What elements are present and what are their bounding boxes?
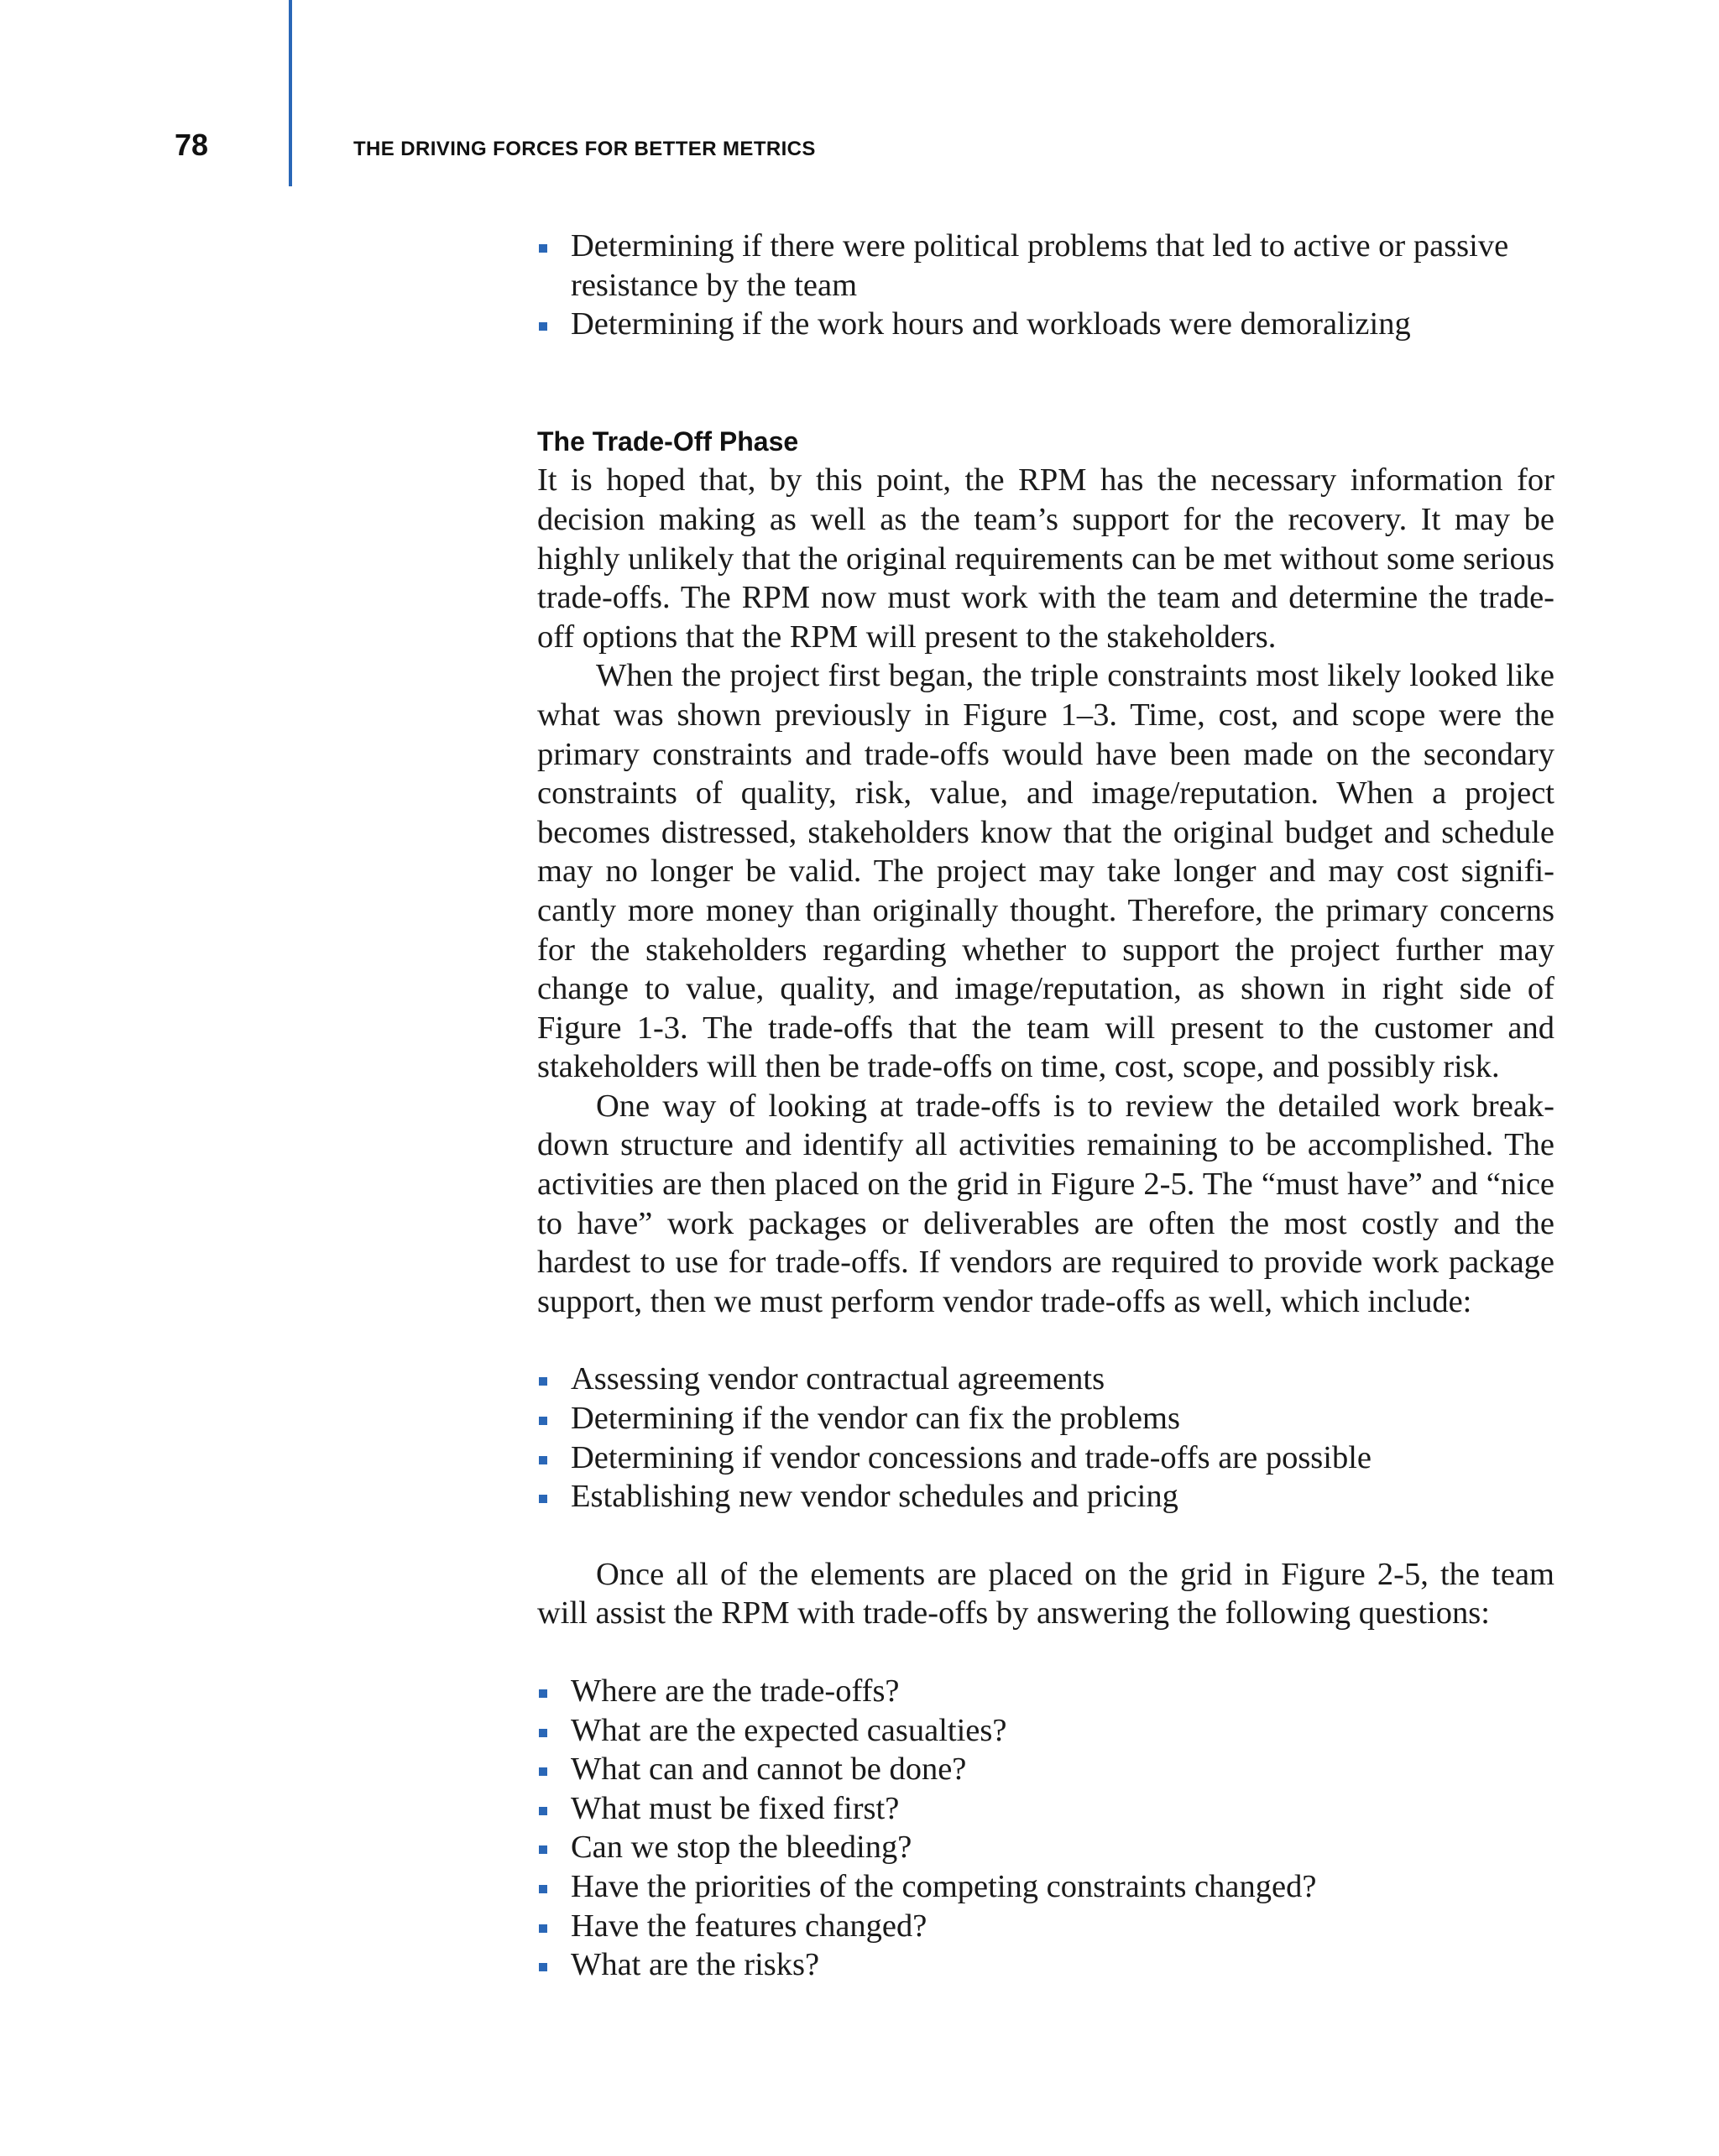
question-bullet-list [537, 1672, 1554, 1985]
vendor-bullet-list [537, 1360, 1554, 1516]
bullet-square-icon [539, 1377, 547, 1386]
list-item: Can we stop the bleeding? [537, 1828, 1554, 1867]
list-item: What must be fixed first? [537, 1789, 1554, 1829]
list-item: Where are the trade-offs? [537, 1672, 1554, 1711]
intro-bullet-list [537, 227, 1554, 344]
bullet-square-icon [539, 1689, 547, 1698]
list-item: Determining if vendor concessions and trade-offs are possible [537, 1438, 1554, 1478]
header-vertical-rule [289, 0, 292, 186]
paragraph: Once all of the elements are placed on the grid in Figure 2-5, the team will assist the RPM with trade-offs by answering the following questions: [537, 1556, 1554, 1631]
bullet-square-icon [539, 244, 547, 253]
list-item: Determining if there were political problems that led to active or passive resistance by the team [537, 227, 1554, 305]
paragraph: When the project first began, the triple constraints most likely looked like what was shown previously in Figure 1–3. Time, cost, and scope were the primary constraints and trade-offs would have been made on the secondary constraints of quality, risk, value, and image/reputation. When a project becomes distressed, stakeholders know that the original budget and schedule may no longer be valid. The project may take longer and may cost significantly more money than originally thought. Therefore, the primary concerns for the stakeholders regarding whether to support the project further may change to value, quality, and image/reputation, as shown in right side of Figure 1-3. The trade-offs that the team will present to the customer and stakeholders will then be trade-offs on time, cost, scope, and possibly risk. [537, 658, 1554, 1085]
bullet-square-icon [539, 1456, 547, 1464]
bullet-square-icon [539, 1845, 547, 1854]
bullet-square-icon [539, 1767, 547, 1776]
bullet-square-icon [539, 1729, 547, 1737]
paragraph: It is hoped that, by this point, the RPM has the necessary information for decision making as well as the team’s support for the recovery. It may be highly unlikely that the original requirements can be met without some serious trade-offs. The RPM now must work with the team and determine the trade-off options that the RPM will present to the stakeholders. [537, 462, 1554, 655]
page-body [537, 227, 1554, 1985]
list-item: What are the risks? [537, 1945, 1554, 1985]
bullet-square-icon [539, 1885, 547, 1893]
list-item: Have the features changed? [537, 1907, 1554, 1946]
list-item: What are the expected casualties? [537, 1711, 1554, 1751]
bullet-square-icon [539, 1924, 547, 1933]
bullet-square-icon [539, 322, 547, 331]
bullet-square-icon [539, 1495, 547, 1503]
list-item: Establishing new vendor schedules and pricing [537, 1477, 1554, 1517]
list-item: Assessing vendor contractual agreements [537, 1360, 1554, 1399]
list-item: What can and cannot be done? [537, 1750, 1554, 1789]
list-item: Determining if the vendor can fix the problems [537, 1399, 1554, 1438]
page-number: 78 [175, 128, 209, 162]
section-heading: The Trade-Off Phase [537, 425, 799, 457]
running-head: THE DRIVING FORCES FOR BETTER METRICS [353, 138, 816, 160]
bullet-square-icon [539, 1807, 547, 1815]
paragraph: One way of looking at trade-offs is to review the detailed work breakdown structure and identify all activities remaining to be accomplished. The activities are then placed on the grid in Figure 2-5. The “must have” and “nice to have” work packages or deliverables are often the most costly and the hardest to use for trade-offs. If vendors are required to provide work package support, then we must perform vendor trade-offs as well, which include: [537, 1088, 1554, 1319]
bullet-square-icon [539, 1963, 547, 1971]
bullet-square-icon [539, 1417, 547, 1425]
list-item: Have the priorities of the competing constraints changed? [537, 1867, 1554, 1907]
list-item: Determining if the work hours and workloads were demoralizing [537, 305, 1554, 344]
